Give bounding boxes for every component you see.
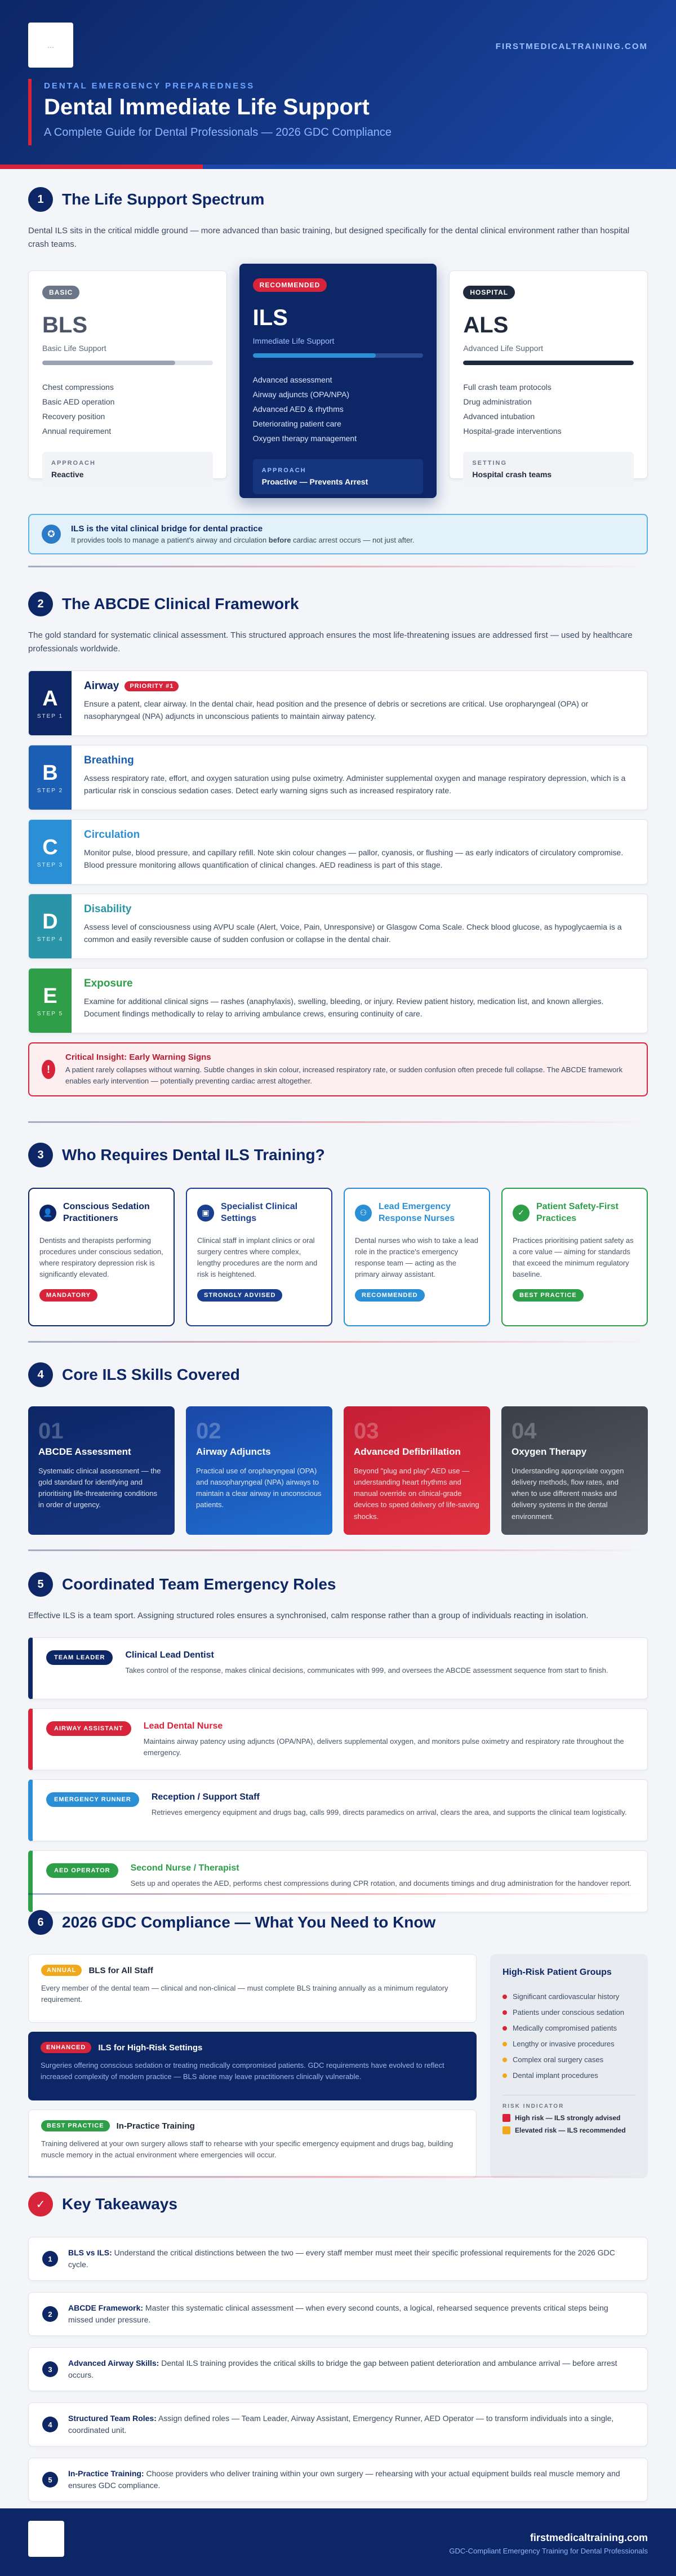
skill-card [28, 1406, 175, 1535]
section-divider [28, 1893, 648, 1895]
role-pill: EMERGENCY RUNNER [46, 1792, 139, 1807]
compliance-text: Surgeries offering conscious sedation or treating medically compromised patients. GDC requirements have evolved to reflect increased complexity of modern practice — BLS alone may leave practitioners clinically vulnerable. [41, 2061, 444, 2081]
abcde-row [28, 745, 648, 810]
step-title-row [84, 978, 635, 990]
role-list [28, 1637, 648, 1912]
abcde-row [28, 968, 648, 1033]
legend-row [502, 2114, 635, 2122]
role-title: Second Nurse / Therapist [130, 1863, 239, 1873]
role-body [131, 1863, 632, 1889]
who-card [501, 1188, 648, 1326]
skill-text: Practical use of oropharyngeal (OPA) and nasopharyngeal (NPA) airways to maintain a clear airway in unconscious patients. [196, 1467, 322, 1509]
logo[interactable]: ... [28, 23, 73, 68]
risk-legend [502, 2114, 635, 2134]
risk-item-label: Medically compromised patients [513, 2024, 617, 2032]
role-row [28, 1779, 648, 1841]
legend-heading: RISK INDICATOR [502, 2095, 635, 2109]
compliance-pill: ENHANCED [41, 2042, 91, 2053]
step-letter-block [29, 969, 72, 1033]
compliance-pill: BEST PRACTICE [41, 2120, 110, 2131]
risk-item [502, 1989, 635, 2005]
level-meter-fill [42, 361, 175, 365]
risk-dot-icon [502, 2058, 507, 2062]
compliance-box-header [41, 2042, 464, 2053]
takeaway-heading: In-Practice Training: [68, 2469, 144, 2478]
takeaway-text [68, 2468, 634, 2491]
risk-dot-icon [502, 2042, 507, 2046]
accent-bar [28, 79, 32, 145]
level-items [463, 380, 634, 438]
who-card-title: Patient Safety-First Practices [536, 1202, 619, 1223]
step-number: STEP 2 [37, 788, 64, 794]
warning-text: A patient rarely collapses without warning. Subtle changes in skin colour, increased respiratory rate, or sudden confusion often precede full collapse. The ABCDE framework enables early intervention — potentially preventing cardiac arrest altogether. [65, 1065, 623, 1085]
level-item: Airway adjuncts (OPA/NPA) [252, 390, 350, 399]
role-body [144, 1721, 634, 1758]
compliance-boxes [28, 1954, 477, 2187]
step-text: Examine for additional clinical signs — rashes (anaphylaxis), swelling, bleeding, or injury. Review patient history, medication list, and known allergies. Document findings methodically to relay to arriving ambulance crews, ensuring continuity of care. [84, 997, 604, 1018]
section-number: 2 [28, 592, 53, 616]
section-title: The ABCDE Clinical Framework [62, 595, 299, 612]
takeaway-number: 3 [42, 2361, 58, 2377]
warning-callout [28, 1042, 648, 1096]
section-roles [28, 1572, 648, 1921]
who-card [186, 1188, 332, 1326]
who-card-text: Dental nurses who wish to take a lead role in the practice's emergency response team — acting as the primary airway assistant. [355, 1236, 478, 1279]
step-letter: E [43, 984, 57, 1008]
level-item: Advanced intubation [463, 412, 535, 421]
level-tag: RECOMMENDED [253, 278, 327, 292]
section-divider [28, 1549, 648, 1551]
section-skills [28, 1362, 648, 1535]
risk-item [502, 2005, 635, 2020]
compliance-title: In-Practice Training [116, 2121, 195, 2131]
risk-item [502, 2052, 635, 2068]
level-meter-fill [253, 353, 376, 358]
risk-item-label: Lengthy or invasive procedures [513, 2040, 615, 2048]
step-title: Circulation [84, 829, 140, 841]
abcde-row [28, 819, 648, 885]
risk-dot-icon [502, 2010, 507, 2015]
compliance-box-header [41, 1965, 464, 1976]
section-lead: The gold standard for systematic clinical assessment. This structured approach ensures the most life-threatening issues are addressed first — used by healthcare professionals worldwide. [28, 630, 633, 654]
section-spectrum [28, 187, 648, 554]
takeaway-number: 4 [42, 2417, 58, 2432]
footer-site-link[interactable]: firstmedicaltraining.com [530, 2532, 648, 2543]
step-body [72, 969, 647, 1033]
compliance-box [28, 1954, 477, 2023]
compliance-box [28, 2032, 477, 2100]
requirement-badge: MANDATORY [39, 1289, 97, 1302]
risk-title: High-Risk Patient Groups [502, 1967, 612, 1977]
role-text: Maintains airway patency using adjuncts (OPA/NPA), delivers supplemental oxygen, and monitors pulse oximetry and respiratory rate throughout the emergency. [143, 1737, 624, 1757]
abcde-row [28, 894, 648, 959]
step-number: STEP 3 [37, 862, 64, 868]
risk-item [502, 2036, 635, 2052]
step-letter-block [29, 745, 72, 810]
level-item: Hospital-grade interventions [463, 427, 562, 436]
takeaway-body: Dental ILS training provides the critical skills to bridge the gap between patient deterioration and ambulance arrival — before arrest occurs. [68, 2359, 617, 2379]
role-pill: AED OPERATOR [46, 1863, 118, 1878]
approach-box [42, 452, 213, 487]
spectrum-cards [28, 270, 648, 498]
takeaway-item [28, 2458, 648, 2502]
who-card-text: Clinical staff in implant clinics or oral surgery centres where complex, lengthy procedures are the norm and risk is heightened. [197, 1236, 318, 1279]
skill-number: 02 [196, 1419, 221, 1444]
requirement-badge: RECOMMENDED [355, 1289, 425, 1302]
requirement-badge: STRONGLY ADVISED [197, 1289, 282, 1302]
role-row [28, 1708, 648, 1770]
skill-text: Systematic clinical assessment — the gold standard for identifying and prioritising life-threatening conditions in order of urgency. [38, 1467, 161, 1509]
takeaway-item [28, 2237, 648, 2281]
level-name: BLS [42, 313, 87, 337]
who-cards [28, 1188, 648, 1326]
takeaway-number: 2 [42, 2306, 58, 2322]
warning-title: Critical Insight: Early Warning Signs [65, 1052, 211, 1062]
who-card-text: Dentists and therapists performing procedures under conscious sedation, where respiratory depression risk is significantly elevated. [39, 1236, 163, 1279]
role-title: Reception / Support Staff [151, 1792, 260, 1802]
step-letter: D [42, 910, 58, 934]
step-letter-block [29, 894, 72, 958]
role-pill: TEAM LEADER [46, 1650, 113, 1665]
takeaway-heading: ABCDE Framework: [68, 2303, 144, 2312]
risk-item-label: Significant cardiovascular history [513, 1992, 620, 2001]
role-body [125, 1650, 608, 1676]
skill-number: 04 [512, 1419, 537, 1444]
takeaway-body: Assign defined roles — Team Leader, Airway Assistant, Emergency Runner, AED Operator — to transform individuals into a single, coordinated unit. [68, 2414, 614, 2435]
header-rule [0, 165, 676, 169]
legend-label: High risk — ILS strongly advised [515, 2114, 621, 2122]
skill-card [186, 1406, 332, 1535]
section-divider [28, 2176, 648, 2178]
alert-icon: ! [42, 1060, 55, 1079]
takeaway-text [68, 2247, 634, 2271]
takeaway-body: Master this systematic clinical assessment — when every second counts, a logical, rehearsed sequence prevents critical steps being missed under pressure. [68, 2303, 608, 2324]
requirement-badge: BEST PRACTICE [513, 1289, 584, 1302]
approach-value: Reactive [51, 470, 84, 479]
step-number: STEP 5 [37, 1011, 64, 1017]
who-card-title: Specialist Clinical Settings [221, 1202, 298, 1223]
legend-swatch [502, 2114, 510, 2122]
person-icon: 👤 [39, 1205, 56, 1222]
takeaway-body: Choose providers who deliver training within your own surgery — rehearsing with your actual equipment builds real muscle memory and ensures GDC compliance. [68, 2469, 620, 2490]
section-number: 5 [28, 1572, 53, 1597]
skill-title: Airway Adjuncts [196, 1446, 271, 1457]
approach-label: SETTING [472, 460, 508, 467]
takeaway-item [28, 2402, 648, 2446]
step-title-row [84, 680, 635, 692]
takeaway-item [28, 2292, 648, 2336]
risk-dot-icon [502, 2073, 507, 2078]
level-items [42, 380, 213, 438]
site-url[interactable]: FIRSTMEDICALTRAINING.COM [495, 42, 648, 51]
level-tag: BASIC [42, 286, 79, 299]
info-title: ILS is the vital clinical bridge for dental practice [71, 524, 263, 534]
takeaway-heading: Structured Team Roles: [68, 2414, 157, 2423]
step-text: Assess level of consciousness using AVPU scale (Alert, Voice, Pain, Unresponsive) or Glasgow Coma Scale. Check blood glucose, as hypoglycaemia is a common and easily reversible cause of sudden confusion or collapse in the dental chair. [84, 922, 622, 944]
approach-box [463, 452, 634, 487]
risk-panel [490, 1954, 648, 2178]
approach-box [253, 459, 424, 494]
compliance-box [28, 2109, 477, 2178]
level-item: Chest compressions [42, 383, 114, 392]
checkmark-icon: ✓ [28, 2192, 53, 2217]
who-card-title: Conscious Sedation Practitioners [63, 1202, 150, 1223]
step-body [72, 820, 647, 884]
skill-title: Oxygen Therapy [512, 1446, 587, 1457]
step-title: Disability [84, 903, 132, 915]
risk-item-label: Dental implant procedures [513, 2071, 598, 2080]
step-text: Ensure a patent, clear airway. In the dental chair, head position and the presence of debris or secretions are critical. Use oropharyngeal (OPA) or nasopharyngeal (NPA) adjuncts in unconscious patients to maintain airway patency. [84, 699, 589, 721]
level-item: Recovery position [42, 412, 105, 421]
risk-dot-icon [502, 1995, 507, 1999]
role-text: Takes control of the response, makes clinical decisions, communicates with 999, and oversees the ABCDE assessment sequence from start to finish. [125, 1666, 608, 1675]
section-number: 3 [28, 1143, 53, 1167]
level-tag: HOSPITAL [463, 286, 515, 299]
skill-number: 03 [354, 1419, 379, 1444]
role-pill: AIRWAY ASSISTANT [46, 1721, 131, 1736]
people-icon: ⚇ [355, 1205, 372, 1222]
takeaway-body: Understand the critical distinctions between the two — every staff member must meet their specific professional requirements for the 2026 GDC cycle. [68, 2248, 615, 2269]
spectrum-card-bls [28, 270, 227, 479]
level-item: Basic AED operation [42, 397, 115, 406]
takeaway-text [68, 2413, 634, 2436]
role-text: Retrieves emergency equipment and drugs bag, calls 999, directs paramedics on arrival, clears the area, and supports the clinical team logistically. [151, 1808, 627, 1816]
risk-item-label: Patients under conscious sedation [513, 2008, 625, 2017]
step-title-row [84, 829, 635, 841]
step-title: Breathing [84, 754, 134, 766]
level-item: Oxygen therapy management [252, 434, 357, 443]
level-name: ILS [252, 305, 288, 330]
section-title: Core ILS Skills Covered [62, 1366, 240, 1383]
hero-header [0, 0, 676, 169]
approach-label: APPROACH [51, 460, 96, 467]
level-caption: Immediate Life Support [252, 336, 335, 345]
step-title-row [84, 754, 635, 767]
footer [0, 2508, 676, 2576]
section-divider [28, 1341, 648, 1343]
step-text: Assess respiratory rate, effort, and oxygen saturation using pulse oximetry. Administer supplemental oxygen and manage respiratory depression, which is a particular risk in conscious sedation cases. Detect early warning signs such as increased respiratory rate. [84, 774, 626, 795]
takeaway-number: 5 [42, 2472, 58, 2488]
role-title: Lead Dental Nurse [143, 1721, 223, 1731]
step-body [72, 745, 647, 810]
approach-value: Proactive — Prevents Arrest [261, 477, 368, 486]
role-body [152, 1792, 627, 1818]
step-letter: C [42, 836, 58, 859]
legend-swatch [502, 2126, 510, 2134]
section-title: Key Takeaways [62, 2195, 177, 2213]
role-title: Clinical Lead Dentist [125, 1650, 214, 1660]
page-title: Dental Immediate Life Support [44, 95, 370, 119]
compliance-text: Every member of the dental team — clinical and non-clinical — must complete BLS training annually as a minimum regulatory requirement. [41, 1984, 448, 2004]
section-number: 6 [28, 1910, 53, 1935]
takeaway-item [28, 2347, 648, 2391]
level-meter [253, 353, 424, 358]
section-abcde [28, 592, 648, 1096]
who-card [28, 1188, 175, 1326]
spectrum-card-ils [239, 264, 437, 498]
skill-title: ABCDE Assessment [38, 1446, 131, 1457]
info-text: It provides tools to manage a patient's airway and circulation before cardiac arrest occurs — not just after. [71, 536, 415, 544]
legend-row [502, 2126, 635, 2134]
takeaway-number: 1 [42, 2251, 58, 2267]
who-card-header [513, 1201, 637, 1225]
takeaway-heading: Advanced Airway Skills: [68, 2359, 159, 2368]
compliance-text: Training delivered at your own surgery allows staff to rehearse with your specific emergency equipment and drugs bag, building muscle memory in the actual environment where emergencies will occur. [41, 2139, 453, 2160]
who-card-title: Lead Emergency Response Nurses [379, 1202, 455, 1223]
takeaway-text [68, 2302, 634, 2326]
risk-item-label: Complex oral surgery cases [513, 2055, 604, 2064]
legend-label: Elevated risk — ILS recommended [515, 2126, 626, 2134]
level-item: Advanced assessment [252, 375, 332, 384]
step-letter: A [42, 687, 58, 710]
takeaway-list [28, 2237, 648, 2502]
level-item: Annual requirement [42, 427, 112, 436]
spectrum-card-als [449, 270, 648, 479]
skill-card [501, 1406, 648, 1535]
risk-list [502, 1989, 635, 2084]
role-row [28, 1850, 648, 1912]
section-number: 1 [28, 187, 53, 212]
info-callout [28, 514, 648, 554]
who-card-header [355, 1201, 479, 1225]
role-row [28, 1637, 648, 1699]
section-takeaways [28, 2192, 648, 2513]
who-card [344, 1188, 490, 1326]
skill-cards [28, 1406, 648, 1535]
abcde-list [28, 670, 648, 1033]
level-item: Advanced AED & rhythms [252, 405, 344, 414]
level-meter [463, 361, 634, 365]
section-who [28, 1143, 648, 1326]
building-icon: ▣ [197, 1205, 214, 1222]
level-caption: Advanced Life Support [463, 344, 543, 353]
takeaway-text [68, 2357, 634, 2381]
step-text: Monitor pulse, blood pressure, and capillary refill. Note skin colour changes — pallor, cyanosis, or flushing — as early indicators of circulatory compromise. Blood pressure monitoring allows quantification of clinical changes. AED readiness is part of this stage. [84, 848, 624, 869]
level-item: Deteriorating patient care [252, 419, 341, 428]
priority-badge: PRIORITY #1 [124, 681, 179, 691]
skill-number: 01 [38, 1419, 64, 1444]
step-letter: B [42, 761, 58, 785]
footer-tagline: GDC-Compliant Emergency Training for Dental Professionals [449, 2547, 648, 2555]
level-item: Full crash team protocols [463, 383, 552, 392]
section-title: The Life Support Spectrum [62, 190, 265, 208]
section-title: Who Requires Dental ILS Training? [62, 1146, 325, 1163]
compliance-title: BLS for All Staff [88, 1965, 153, 1975]
skill-card [344, 1406, 490, 1535]
who-card-text: Practices prioritising patient safety as a core value — aiming for standards that exceed the minimum regulatory baseline. [513, 1236, 634, 1279]
step-number: STEP 1 [37, 713, 64, 719]
approach-value: Hospital crash teams [472, 470, 552, 479]
section-divider [28, 566, 648, 567]
who-card-header [197, 1201, 321, 1225]
risk-item [502, 2068, 635, 2084]
level-item: Drug administration [463, 397, 532, 406]
check-icon: ✓ [513, 1205, 530, 1222]
risk-dot-icon [502, 2026, 507, 2031]
step-title-row [84, 903, 635, 916]
skill-text: Understanding appropriate oxygen delivery methods, flow rates, and when to use different masks and delivery systems in the dental environment. [512, 1467, 624, 1521]
risk-item [502, 2020, 635, 2036]
compliance-title: ILS for High-Risk Settings [98, 2042, 203, 2053]
step-letter-block [29, 671, 72, 735]
level-meter-fill [463, 361, 634, 365]
level-caption: Basic Life Support [42, 344, 106, 353]
step-title: Exposure [84, 978, 133, 989]
step-title: Airway [84, 680, 119, 692]
compliance-box-header [41, 2120, 464, 2131]
section-divider [28, 1121, 648, 1123]
who-card-header [39, 1201, 163, 1225]
section-lead: Effective ILS is a team sport. Assigning structured roles ensures a synchronised, calm response rather than a group of individuals reacting in isolation. [28, 1611, 589, 1620]
skill-text: Beyond "plug and play" AED use — understanding heart rhythms and manual override on clinical-grade devices to speed delivery of life-saving shocks. [354, 1467, 479, 1521]
section-title: 2026 GDC Compliance — What You Need to Know [62, 1913, 436, 1931]
level-meter [42, 361, 213, 365]
section-lead: Dental ILS sits in the critical middle ground — more advanced than basic training, but designed specifically for the dental clinical environment rather than hospital crash teams. [28, 226, 630, 249]
step-body [72, 671, 647, 735]
role-text: Sets up and operates the AED, performs chest compressions during CPR rotation, and documents timings and drug administration for the handover report. [130, 1879, 632, 1887]
section-number: 4 [28, 1362, 53, 1387]
step-letter-block [29, 820, 72, 884]
step-body [72, 894, 647, 958]
section-compliance [28, 1910, 648, 2187]
section-title: Coordinated Team Emergency Roles [62, 1575, 336, 1593]
level-items [253, 372, 424, 446]
compliance-pill: ANNUAL [41, 1965, 82, 1976]
kicker: DENTAL EMERGENCY PREPAREDNESS [44, 81, 255, 91]
level-name: ALS [463, 313, 509, 337]
step-number: STEP 4 [37, 936, 64, 943]
page-subtitle: A Complete Guide for Dental Professionals — 2026 GDC Compliance [44, 126, 392, 139]
info-icon: ✪ [42, 525, 61, 544]
takeaway-heading: BLS vs ILS: [68, 2248, 112, 2257]
footer-logo[interactable] [28, 2521, 64, 2557]
abcde-row [28, 670, 648, 736]
approach-label: APPROACH [261, 467, 306, 474]
skill-title: Advanced Defibrillation [354, 1446, 461, 1457]
